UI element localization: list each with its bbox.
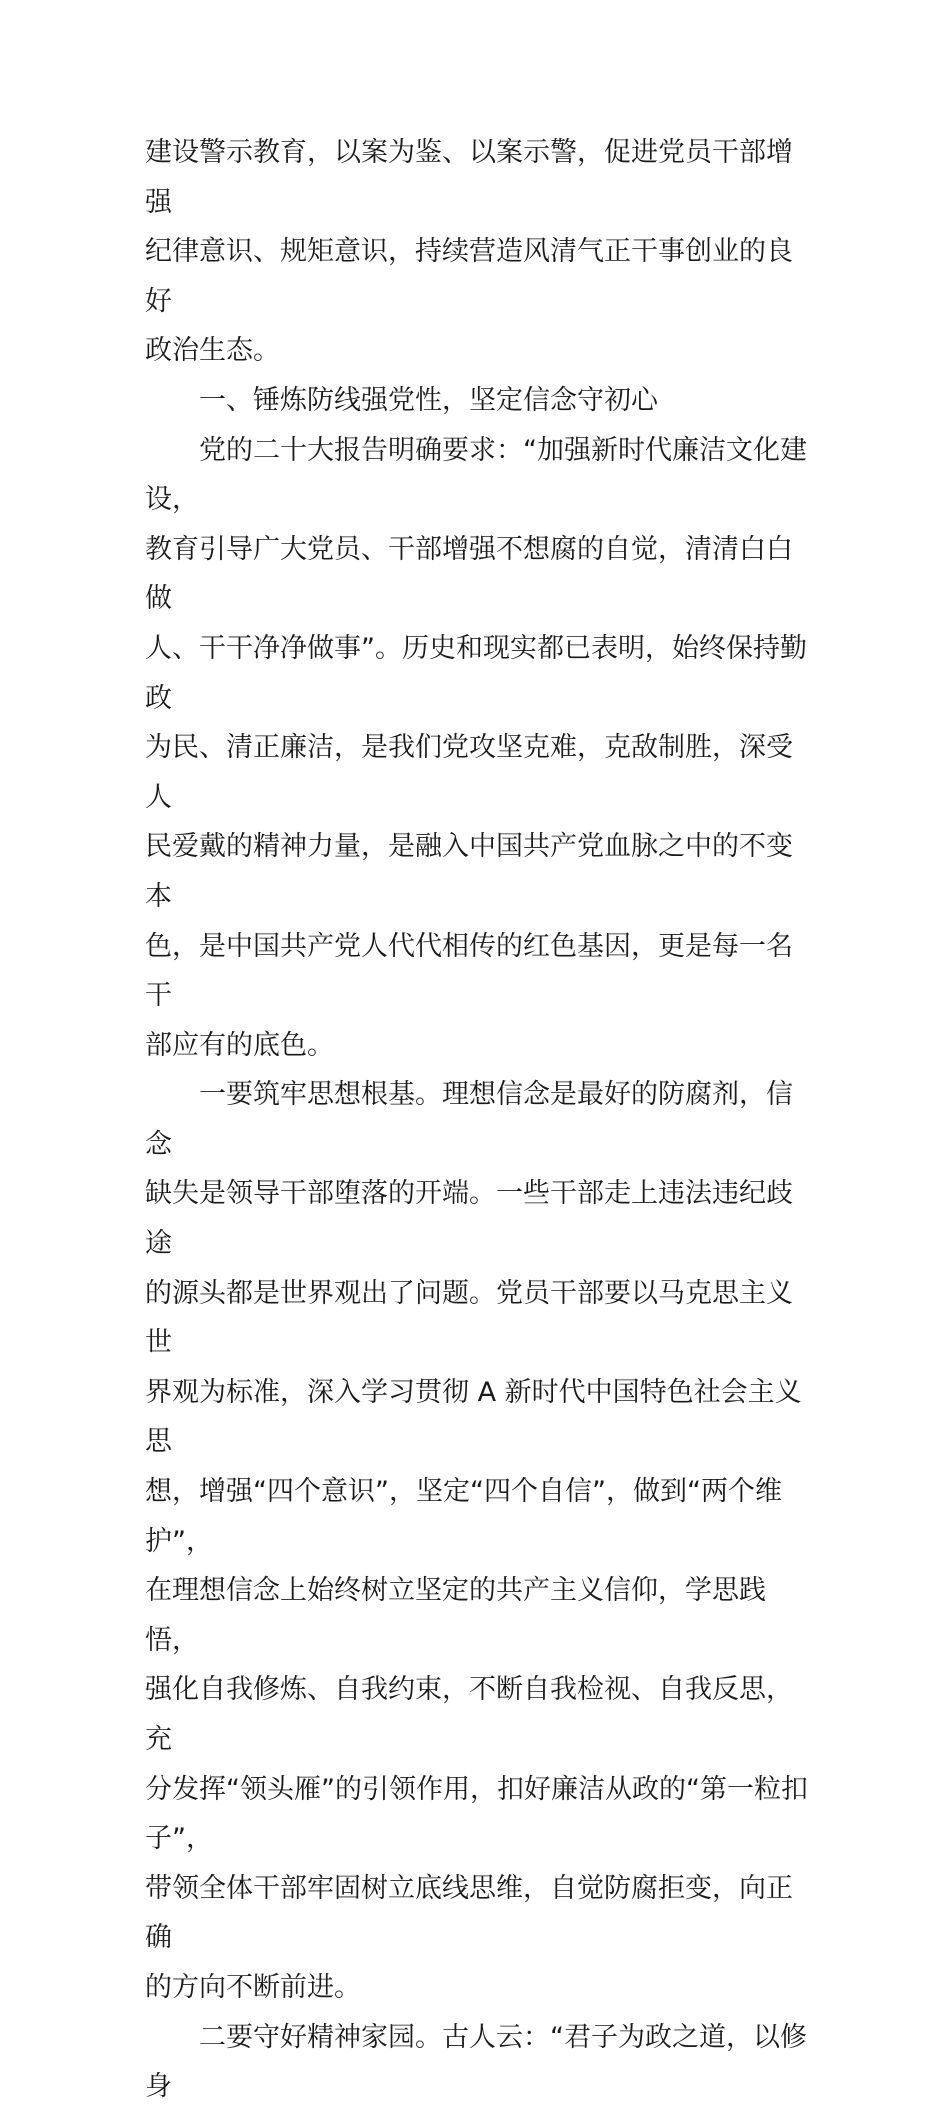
- paragraph-spiritual-home: 二要守好精神家园。古人云：“君子为政之道，以修身: [145, 2021, 807, 2103]
- section-heading: 一、锤炼防线强党性，坚定信念守初心: [199, 384, 658, 416]
- paragraph-intro-continuation: 建设警示教育，以案为鉴、以案示警，促进党员干部增强 纪律意识、规矩意识，持续营造风清气正干事创业的良好 政治生态。: [145, 137, 793, 367]
- document-body: [145, 128, 810, 2112]
- paragraph-ideological-foundation: 一要筑牢思想根基。理想信念是最好的防腐剂，信念 缺失是领导干部堕落的开端。一些干部走上违法违纪歧途 的源头都是世界观出了问题。党员干部要以马克思主义世 界观为标准，深入学习贯彻 A 新时代中国特色社会主义思 想，增强“四个意识”，坚定“四个自信”，做到“两个维护”， 在理想信念上始终树立坚定的共产主义信仰，学思践悟， 强化自我修炼、自我约束，不断自我检视、自我反思，充 分发挥“领头雁”的引领作用，扣好廉洁从政的“第一粒扣子”， 带领全体干部牢固树立底线思维，自觉防腐拒变，向正确 的方向不断前进。: [145, 1079, 808, 2003]
- paragraph-party-report: 党的二十大报告明确要求：“加强新时代廉洁文化建设， 教育引导广大党员、干部增强不想腐的自觉，清清白白做 人、干干净净做事”。历史和现实都已表明，始终保持勤政 为民、清正廉洁，是我们党攻坚克难，克敌制胜，深受人 民爱戴的精神力量，是融入中国共产党血脉之中的不变本 色，是中国共产党人代代相传的红色基因，更是每一名干 部应有的底色。: [145, 434, 807, 1061]
